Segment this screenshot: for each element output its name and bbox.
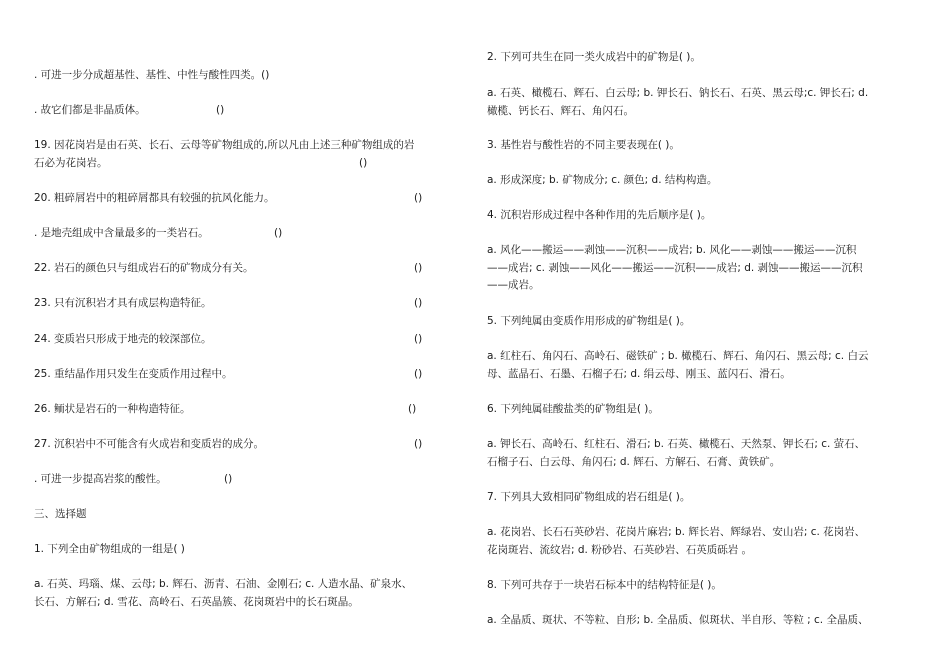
mc-question-2: 2. 下列可共生在同一类火成岩中的矿物是( )。 <box>487 51 701 63</box>
question-c <box>34 225 459 243</box>
answer-parentheses: () <box>414 297 423 309</box>
option-line: 母、蓝晶石、石墨、石榴子石; d. 绢云母、刚玉、蓝闪石、滑石。 <box>487 367 791 380</box>
mc-question-4: 4. 沉积岩形成过程中各种作用的先后顺序是( )。 <box>487 209 712 221</box>
question-19 <box>34 137 459 172</box>
answer-parentheses: () <box>414 262 423 274</box>
option-line: 石榴子石、白云母、角闪石; d. 辉石、方解石、石膏、黄铁矿。 <box>487 455 781 468</box>
option-line: a. 石英、橄榄石、辉石、白云母; b. 钾长石、钠长石、石英、黑云母;c. 钾长石; d. <box>487 87 869 99</box>
mc-question-8: 8. 下列可共存于一块岩石标本中的结构特征是( )。 <box>487 579 722 591</box>
answer-parentheses: () <box>414 333 423 345</box>
question-20 <box>34 190 459 208</box>
question-text: . 可进一步提高岩浆的酸性。 <box>34 473 167 485</box>
question-text: 26. 鲕状是岩石的一种构造特征。 <box>34 403 191 415</box>
answer-parentheses: () <box>274 227 283 239</box>
question-text: 20. 粗碎屑岩中的粗碎屑都具有较强的抗风化能力。 <box>34 192 275 204</box>
question-a <box>34 67 459 85</box>
answer-parentheses: () <box>359 156 368 169</box>
mc-options-5 <box>487 348 927 383</box>
mc-options-1 <box>34 576 459 611</box>
option-line: 长石、方解石; d. 雪花、高岭石、石英晶簇、花岗斑岩中的长石斑晶。 <box>34 595 359 608</box>
mc-question-6: 6. 下列纯属硅酸盐类的矿物组是( )。 <box>487 403 659 415</box>
option-line: 橄榄、钙长石、辉石、角闪石。 <box>487 104 634 117</box>
question-text: 24. 变质岩只形成于地壳的较深部位。 <box>34 333 212 345</box>
mc-options-2 <box>487 85 927 120</box>
option-line: a. 红柱石、角闪石、高岭石、磁铁矿 ; b. 橄榄石、辉石、角闪石、黑云母; c. 白云 <box>487 350 869 362</box>
question-text: 石必为花岗岩。 <box>34 156 108 169</box>
answer-parentheses: () <box>216 104 225 116</box>
question-text: 25. 重结晶作用只发生在变质作用过程中。 <box>34 368 233 380</box>
question-26 <box>34 401 459 419</box>
option-line: ——成岩。 <box>487 279 540 291</box>
mc-options-3 <box>487 172 927 190</box>
mc-options-7 <box>487 524 927 559</box>
question-25 <box>34 366 459 384</box>
mc-question-7: 7. 下列具大致相同矿物组成的岩石组是( )。 <box>487 491 691 503</box>
answer-parentheses: () <box>414 368 423 380</box>
question-27 <box>34 436 459 454</box>
answer-parentheses: () <box>408 403 417 415</box>
mc-question-1: 1. 下列全由矿物组成的一组是( ) <box>34 543 185 555</box>
section-title: 三、选择题 <box>34 508 87 520</box>
option-line: a. 风化——搬运——剥蚀——沉积——成岩; b. 风化——剥蚀——搬运——沉积 <box>487 244 857 256</box>
question-text: 23. 只有沉积岩才具有成层构造特征。 <box>34 297 212 309</box>
question-text: 22. 岩石的颜色只与组成岩石的矿物成分有关。 <box>34 262 254 274</box>
mc-options-8 <box>487 612 927 630</box>
question-d <box>34 471 459 489</box>
question-24 <box>34 331 459 349</box>
answer-parentheses: () <box>224 473 233 485</box>
question-b <box>34 102 459 120</box>
question-text: . 故它们都是非晶质体。 <box>34 104 146 116</box>
answer-parentheses: () <box>414 438 423 450</box>
question-23 <box>34 295 459 313</box>
mc-question-5: 5. 下列纯属由变质作用形成的矿物组是( )。 <box>487 315 691 327</box>
question-text: . 可进一步分成超基性、基性、中性与酸性四类。() <box>34 69 270 81</box>
question-22 <box>34 260 459 278</box>
option-line: a. 花岗岩、长石石英砂岩、花岗片麻岩; b. 辉长岩、辉绿岩、安山岩; c. 花岗岩、 <box>487 526 866 538</box>
mc-question-3: 3. 基性岩与酸性岩的不同主要表现在( )。 <box>487 139 680 151</box>
option-line: ——成岩; c. 剥蚀——风化——搬运——沉积——成岩; d. 剥蚀——搬运——沉积 <box>487 261 863 274</box>
mc-options-4 <box>487 242 927 295</box>
option-line: a. 石英、玛瑙、煤、云母; b. 辉石、沥青、石油、金刚石; c. 人造水晶、矿泉水、 <box>34 578 413 590</box>
mc-options-6 <box>487 436 927 471</box>
option-line: a. 形成深度; b. 矿物成分; c. 颜色; d. 结构构造。 <box>487 174 718 186</box>
option-line: a. 钾长石、高岭石、红柱石、滑石; b. 石英、橄榄石、天然泵、钾长石; c. 萤石、 <box>487 438 866 450</box>
question-text: 19. 因花岗岩是由石英、长石、云母等矿物组成的,所以凡由上述三种矿物组成的岩 <box>34 139 415 151</box>
question-text: . 是地壳组成中含量最多的一类岩石。 <box>34 227 209 239</box>
option-line: a. 全晶质、斑状、不等粒、自形; b. 全晶质、似斑状、半自形、等粒 ; c. 全晶质、 <box>487 614 869 626</box>
answer-parentheses: () <box>414 192 423 204</box>
option-line: 花岗斑岩、流纹岩; d. 粉砂岩、石英砂岩、石英质砾岩 。 <box>487 543 753 556</box>
question-text: 27. 沉积岩中不可能含有火成岩和变质岩的成分。 <box>34 438 265 450</box>
